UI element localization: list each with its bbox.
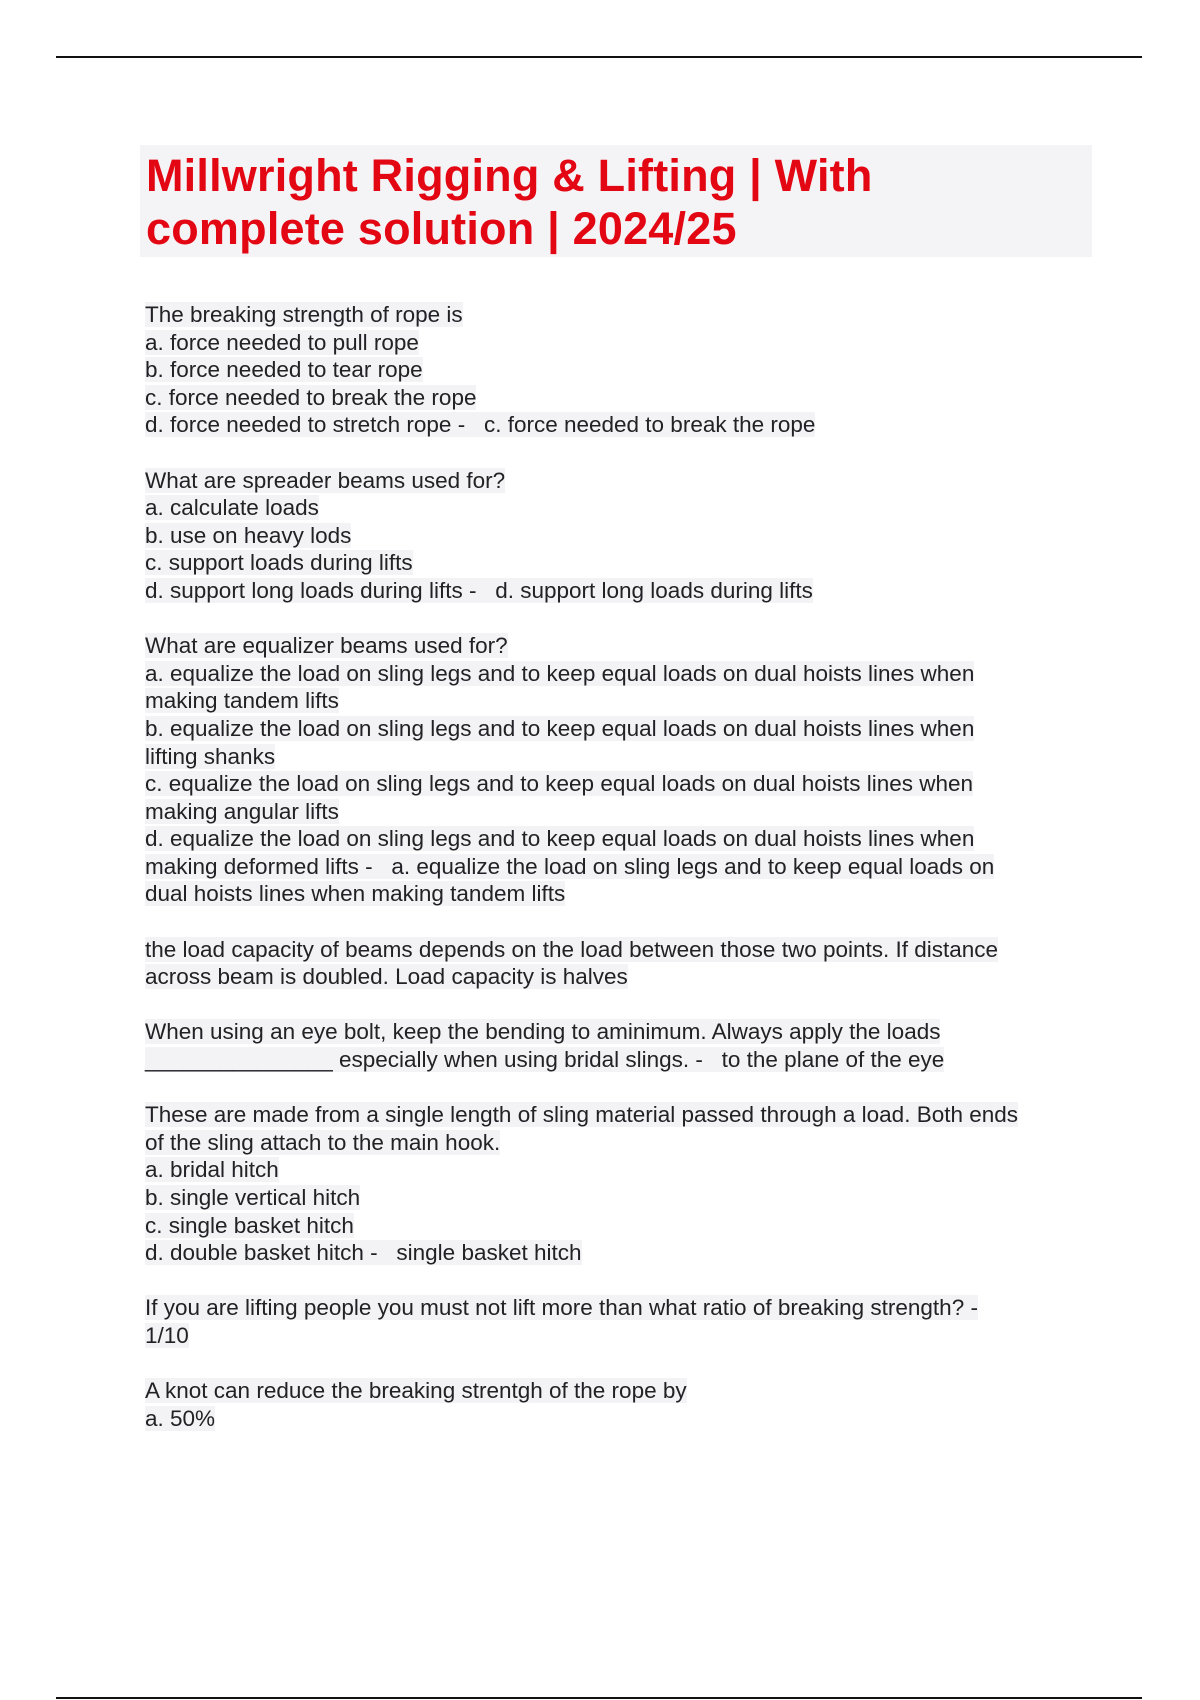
- question-line: [145, 660, 1095, 688]
- question-text: b. force needed to tear rope: [145, 357, 423, 383]
- question-text: of the sling attach to the main hook.: [145, 1129, 501, 1155]
- question-line: [145, 632, 1095, 660]
- question-text: _______________ especially when using bridal slings. - to the plane of the eye: [145, 1047, 945, 1073]
- question-line: [145, 384, 1095, 412]
- question-text: What are equalizer beams used for?: [145, 633, 508, 659]
- question-line: [145, 1377, 1095, 1405]
- question-text: lifting shanks: [145, 743, 276, 769]
- question-text: c. single basket hitch: [145, 1212, 354, 1238]
- question-text: A knot can reduce the breaking strentgh of the rope by: [145, 1378, 687, 1404]
- question-text: making tandem lifts: [145, 688, 339, 714]
- question-line: [145, 577, 1095, 605]
- question-text: b. use on heavy lods: [145, 522, 352, 548]
- question-text: d. double basket hitch - single basket hitch: [145, 1240, 582, 1266]
- question-line: [145, 715, 1095, 743]
- question-line: [145, 1046, 1095, 1074]
- question-line: [145, 549, 1095, 577]
- top-rule: [56, 56, 1142, 58]
- question-text: c. force needed to break the rope: [145, 384, 477, 410]
- question-line: [145, 770, 1095, 798]
- title-line: Millwright Rigging & Lifting | With: [146, 150, 873, 201]
- question-line: [145, 301, 1095, 329]
- question-block: [145, 1294, 1095, 1349]
- question-text: When using an eye bolt, keep the bending to aminimum. Always apply the loads: [145, 1019, 941, 1045]
- question-text: a. calculate loads: [145, 495, 319, 521]
- question-block: [145, 1377, 1095, 1432]
- question-line: [145, 1239, 1095, 1267]
- question-line: [145, 853, 1095, 881]
- question-line: [145, 1156, 1095, 1184]
- question-text: b. single vertical hitch: [145, 1185, 361, 1210]
- question-line: [145, 1184, 1095, 1212]
- question-text: c. support loads during lifts: [145, 550, 413, 576]
- question-text: c. equalize the load on sling legs and to keep equal loads on dual hoists lines when: [145, 771, 974, 797]
- question-line: [145, 880, 1095, 908]
- bottom-rule: [56, 1697, 1142, 1699]
- question-block: [145, 301, 1095, 439]
- question-line: [145, 1129, 1095, 1157]
- document-title: [146, 145, 1092, 255]
- question-text: the load capacity of beams depends on the load between those two points. If distance: [145, 936, 999, 962]
- question-text: d. force needed to stretch rope - c. force needed to break the rope: [145, 412, 816, 438]
- question-line: [145, 1101, 1095, 1129]
- title-block: [140, 145, 1092, 257]
- question-text: making angular lifts: [145, 798, 339, 824]
- question-text: a. force needed to pull rope: [145, 329, 419, 355]
- question-line: [145, 1018, 1095, 1046]
- question-text: across beam is doubled. Load capacity is halves: [145, 964, 628, 990]
- question-line: [145, 743, 1095, 771]
- question-line: [145, 1212, 1095, 1240]
- title-line: complete solution | 2024/25: [146, 203, 737, 254]
- question-block: [145, 936, 1095, 991]
- question-block: [145, 467, 1095, 605]
- question-line: [145, 1294, 1095, 1322]
- question-line: [145, 936, 1095, 964]
- question-text: 1/10: [145, 1322, 189, 1348]
- question-block: [145, 1101, 1095, 1267]
- question-line: [145, 825, 1095, 853]
- question-text: making deformed lifts - a. equalize the load on sling legs and to keep equal loads on: [145, 853, 995, 879]
- question-text: a. 50%: [145, 1405, 216, 1431]
- question-text: If you are lifting people you must not lift more than what ratio of breaking strength? -: [145, 1295, 978, 1321]
- question-line: [145, 1405, 1095, 1433]
- question-line: [145, 411, 1095, 439]
- question-text: These are made from a single length of sling material passed through a load. Both ends: [145, 1102, 1019, 1128]
- question-text: b. equalize the load on sling legs and to keep equal loads on dual hoists lines when: [145, 715, 975, 741]
- question-line: [145, 1322, 1095, 1350]
- question-list: [145, 301, 1095, 1460]
- question-text: a. equalize the load on sling legs and to keep equal loads on dual hoists lines when: [145, 660, 975, 686]
- question-line: [145, 356, 1095, 384]
- question-text: What are spreader beams used for?: [145, 467, 506, 493]
- question-line: [145, 963, 1095, 991]
- question-line: [145, 798, 1095, 826]
- question-line: [145, 494, 1095, 522]
- question-text: dual hoists lines when making tandem lifts: [145, 881, 566, 907]
- question-block: [145, 1018, 1095, 1073]
- question-line: [145, 522, 1095, 550]
- question-text: a. bridal hitch: [145, 1157, 279, 1183]
- question-line: [145, 467, 1095, 495]
- question-line: [145, 329, 1095, 357]
- question-line: [145, 687, 1095, 715]
- question-block: [145, 632, 1095, 908]
- question-text: d. equalize the load on sling legs and to keep equal loads on dual hoists lines when: [145, 826, 975, 852]
- question-text: The breaking strength of rope is: [145, 302, 463, 327]
- question-text: d. support long loads during lifts - d. support long loads during lifts: [145, 577, 813, 603]
